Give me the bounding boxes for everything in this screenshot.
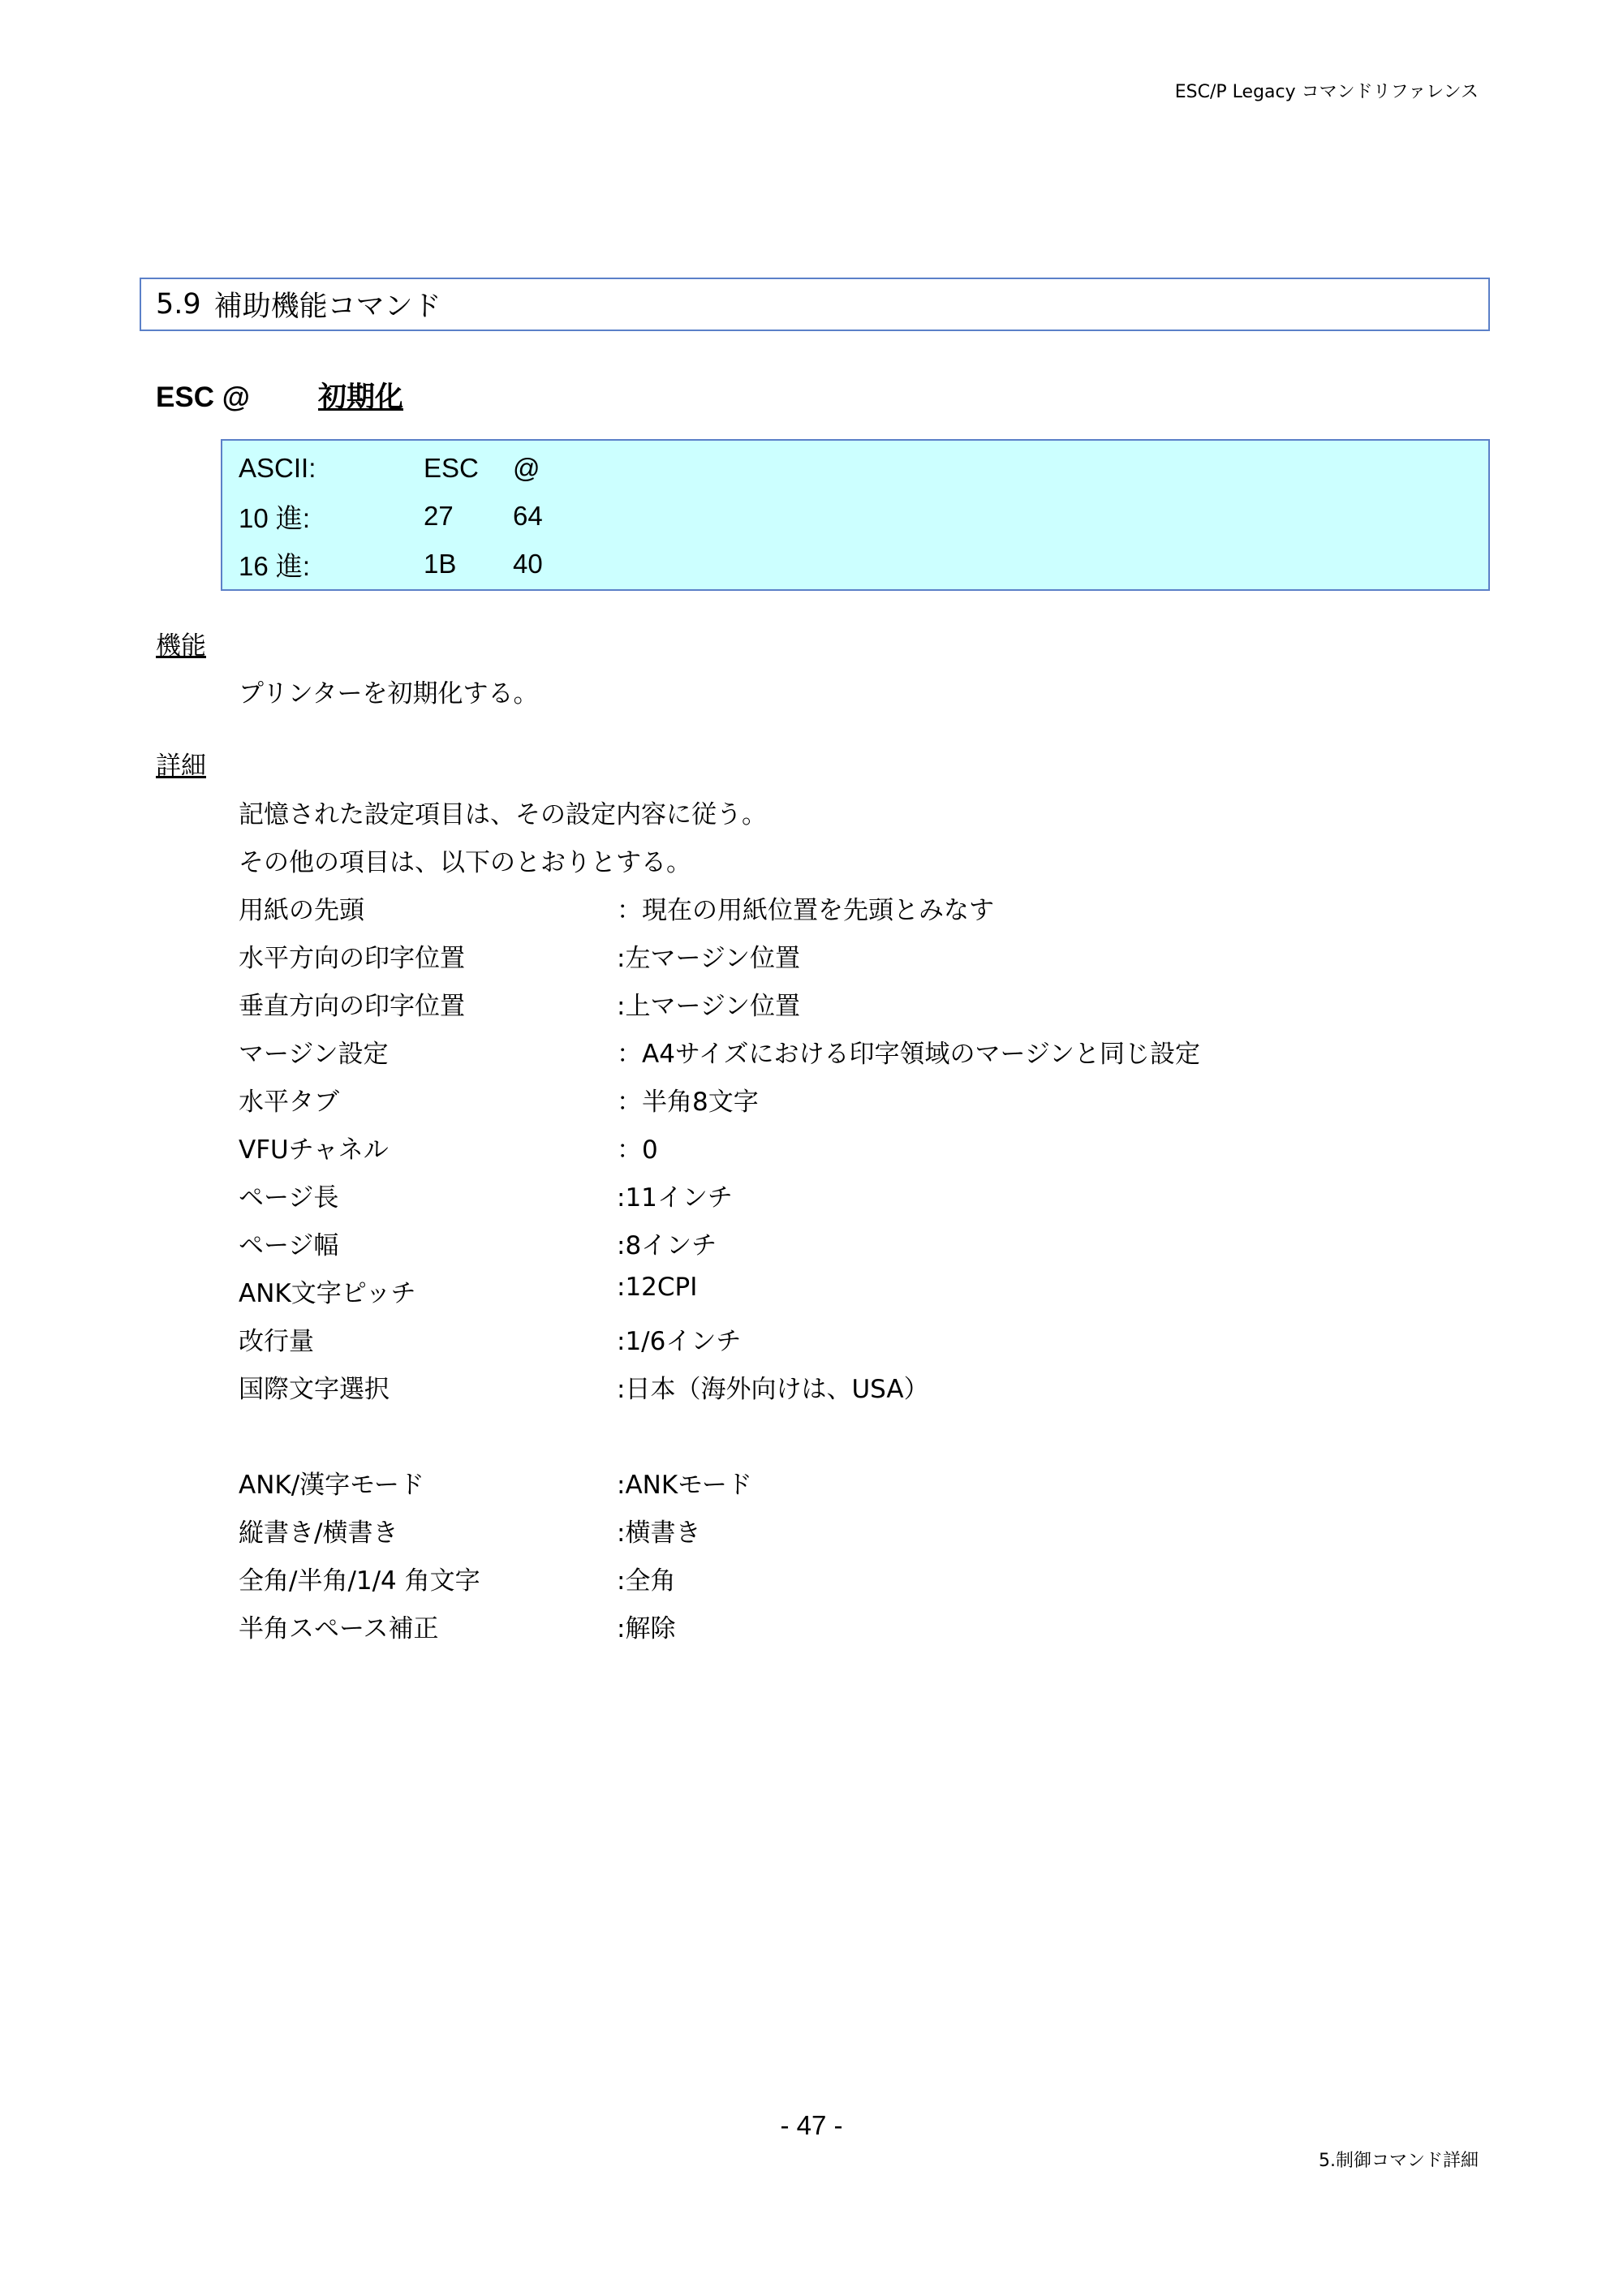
details-heading: 詳細 — [156, 752, 206, 781]
code-row-decimal: 10 進: 27 64 — [239, 501, 543, 533]
command-code-table — [221, 439, 1490, 591]
command-heading — [156, 375, 403, 416]
setting-row: 全角/半角/1/4 角文字 :全角 — [239, 1566, 676, 1596]
function-heading: 機能 — [156, 631, 206, 661]
chapter-footer: 5.制御コマンド詳細 — [1319, 2151, 1479, 2171]
setting-row: ANK/漢字モード :ANKモード — [239, 1471, 752, 1500]
code-row-ascii: ASCII: ESC @ — [239, 453, 540, 483]
setting-row: 国際文字選択 :日本（海外向けは、USA） — [239, 1375, 929, 1404]
setting-row: 改行量 :1/6インチ — [239, 1327, 742, 1356]
setting-row: ページ長 :11インチ — [239, 1183, 733, 1213]
running-header: ESC/P Legacy コマンドリファレンス — [1174, 82, 1479, 102]
code-row-hex: 16 進: 1B 40 — [239, 549, 543, 581]
function-text: プリンターを初期化する。 — [239, 679, 539, 709]
details-line-1: 記憶された設定項目は、その設定内容に従う。 — [239, 800, 767, 829]
setting-row: ページ幅 :8インチ — [239, 1231, 717, 1260]
command-title: 初期化 — [318, 381, 404, 413]
setting-row: 用紙の先頭 ：現在の用紙位置を先頭とみなす — [239, 896, 994, 925]
section-heading — [140, 278, 1490, 331]
setting-row: 水平タブ ：半角8文字 — [239, 1088, 759, 1117]
details-line-2: その他の項目は、以下のとおりとする。 — [239, 848, 691, 877]
setting-row: 半角スペース補正 :解除 — [239, 1614, 676, 1643]
setting-row: 縦書き/横書き :横書き — [239, 1518, 701, 1548]
setting-row: マージン設定 ：A4サイズにおける印字領域のマージンと同じ設定 — [239, 1040, 1201, 1069]
section-number: 5.9 — [156, 288, 201, 321]
command-name: ESC @ — [156, 381, 250, 413]
page-number: - 47 - — [780, 2110, 843, 2140]
setting-row: 垂直方向の印字位置 :上マージン位置 — [239, 992, 801, 1021]
section-title: 補助機能コマンド — [213, 291, 441, 323]
setting-row: ANK文字ピッチ :12CPI — [239, 1273, 698, 1308]
setting-row: 水平方向の印字位置 :左マージン位置 — [239, 944, 801, 973]
setting-row: VFUチャネル ：0 — [239, 1135, 658, 1165]
